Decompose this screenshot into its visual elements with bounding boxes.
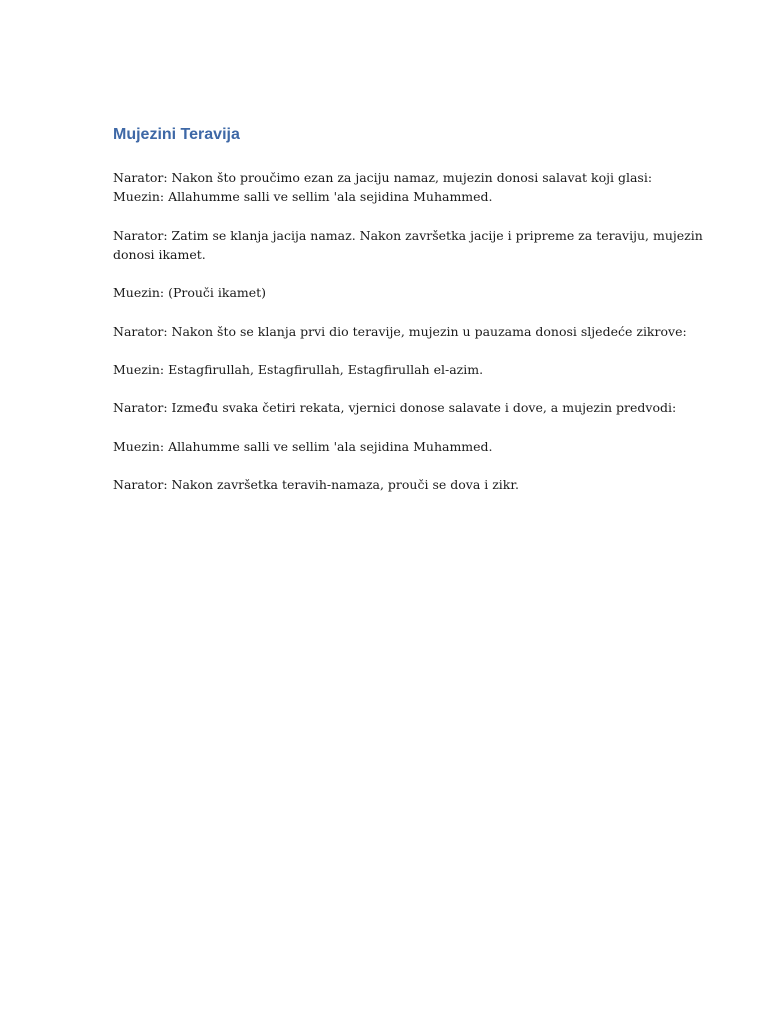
paragraph-line: Muezin: Allahumme salli ve sellim 'ala sejidina Muhammed. — [113, 189, 493, 205]
paragraph-narator-zavrsetak — [113, 475, 673, 494]
paragraph-line: Muezin: (Prouči ikamet) — [113, 285, 267, 301]
document-page — [113, 122, 703, 514]
paragraph-line: Narator: Nakon što proučimo ezan za jaciju namaz, mujezin donosi salavat koji glasi: — [113, 170, 653, 185]
paragraph-line: Narator: Zatim se klanja jacija namaz. Nakon završetka jacije i pripreme za teraviju, mujezin — [113, 227, 703, 243]
paragraph-narator-muezin-salavat — [113, 168, 673, 206]
document-title: Mujezini Teravija — [113, 126, 240, 143]
paragraph-line: Narator: Nakon završetka teravih-namaza, prouči se dova i zikr. — [113, 477, 519, 493]
paragraph-line: Narator: Između svaka četiri rekata, vjernici donose salavate i dove, a mujezin predvodi: — [113, 400, 677, 416]
paragraph-line: Muezin: Allahumme salli ve sellim 'ala sejidina Muhammed. — [113, 438, 493, 454]
paragraph-narator-jacija — [113, 226, 703, 264]
paragraph-line: donosi ikamet. — [113, 246, 206, 262]
paragraph-muezin-estagfirullah — [113, 360, 673, 379]
paragraph-narator-prvi-dio — [113, 322, 687, 341]
paragraph-narator-izmedju — [113, 398, 677, 417]
paragraph-muezin-salavat — [113, 437, 673, 456]
paragraph-line: Muezin: Estagfirullah, Estagfirullah, Estagfirullah el-azim. — [113, 361, 484, 377]
paragraph-muezin-ikamet — [113, 283, 673, 302]
paragraph-line: Narator: Nakon što se klanja prvi dio teravije, mujezin u pauzama donosi sljedeće zikrove: — [113, 323, 687, 339]
